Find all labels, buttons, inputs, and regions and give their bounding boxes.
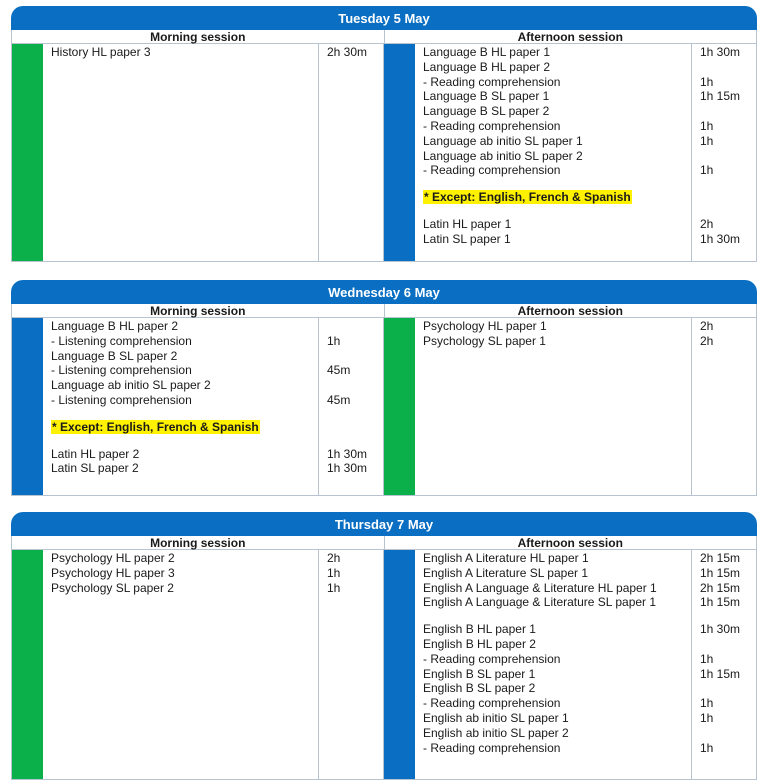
morning-color-bar — [12, 44, 43, 261]
row-spacer — [51, 408, 310, 420]
paper-duration: 1h 15m — [700, 89, 741, 104]
paper-name: Language B SL paper 1 — [423, 89, 550, 104]
paper-duration — [327, 319, 383, 334]
afternoon-color-bar — [384, 318, 415, 495]
morning-color-bar — [12, 318, 43, 495]
paper-name: Psychology HL paper 1 — [423, 319, 547, 333]
paper-name: - Reading comprehension — [423, 740, 561, 755]
paper-duration: 1h — [700, 133, 714, 148]
paper-duration — [700, 637, 756, 652]
paper-duration: 2h 15m — [700, 580, 741, 595]
paper-name: English B SL paper 1 — [423, 666, 536, 681]
paper-duration: 1h 30m — [700, 45, 741, 59]
morning-session-label: Morning session — [12, 30, 385, 43]
afternoon-session — [384, 44, 756, 261]
morning-times — [318, 318, 383, 495]
paper-duration: 45m — [327, 363, 351, 378]
paper-duration — [327, 378, 383, 393]
paper-duration: 2h 15m — [700, 551, 741, 565]
morning-papers — [43, 550, 318, 779]
paper-name: Language ab initio SL paper 2 — [51, 378, 211, 393]
paper-duration: 2h — [700, 333, 714, 348]
paper-duration: 1h 15m — [700, 666, 741, 681]
paper-duration: 1h — [700, 710, 714, 725]
paper-duration: 1h — [327, 333, 341, 348]
paper-name: English B SL paper 2 — [423, 681, 536, 696]
paper-name: Language B HL paper 1 — [423, 45, 550, 59]
row-spacer — [423, 205, 683, 217]
paper-name: Latin SL paper 1 — [423, 231, 511, 246]
paper-duration: 45m — [327, 392, 351, 407]
row-spacer — [51, 435, 310, 447]
session-headers — [11, 536, 757, 550]
afternoon-papers — [415, 318, 691, 495]
paper-name: Language ab initio SL paper 1 — [423, 133, 583, 148]
paper-name: Language B HL paper 2 — [51, 319, 178, 333]
paper-duration — [700, 104, 756, 119]
paper-name: Psychology HL paper 2 — [51, 551, 175, 565]
paper-duration: 1h — [327, 565, 341, 580]
paper-duration: 1h — [700, 163, 714, 178]
sessions-body — [11, 550, 757, 780]
paper-name: - Reading comprehension — [423, 651, 561, 666]
paper-duration: 1h 30m — [700, 622, 741, 637]
paper-duration — [327, 420, 383, 435]
morning-session — [12, 44, 384, 261]
afternoon-session — [384, 318, 756, 495]
row-spacer — [327, 408, 383, 420]
paper-duration: 1h 15m — [700, 595, 741, 610]
day-title: Wednesday 6 May — [11, 280, 757, 304]
day-block-tuesday — [11, 6, 757, 262]
paper-duration: 1h — [700, 118, 714, 133]
morning-session — [12, 318, 384, 495]
paper-duration: 1h — [327, 580, 341, 595]
paper-duration: 1h 30m — [327, 461, 368, 476]
afternoon-papers — [415, 44, 691, 261]
paper-duration: 2h — [700, 216, 714, 231]
row-spacer — [423, 178, 683, 190]
afternoon-session — [384, 550, 756, 779]
paper-name: Language B SL paper 2 — [423, 104, 550, 119]
morning-color-bar — [12, 550, 43, 779]
paper-name: English A Literature HL paper 1 — [423, 551, 589, 565]
paper-name: Language ab initio SL paper 2 — [423, 148, 583, 163]
afternoon-times — [691, 318, 756, 495]
paper-duration: 1h — [700, 696, 714, 711]
day-block-wednesday — [11, 280, 757, 496]
morning-session — [12, 550, 384, 779]
paper-name: Language B SL paper 2 — [51, 348, 178, 363]
day-block-thursday — [11, 512, 757, 780]
day-title: Thursday 7 May — [11, 512, 757, 536]
paper-name: Psychology SL paper 1 — [423, 333, 546, 348]
row-spacer — [327, 435, 383, 447]
paper-name: English A Language & Literature SL paper 1 — [423, 595, 657, 610]
morning-session-label: Morning session — [12, 536, 385, 549]
afternoon-color-bar — [384, 44, 415, 261]
row-spacer — [700, 610, 756, 622]
paper-name: English A Literature SL paper 1 — [423, 565, 588, 580]
paper-name: - Listening comprehension — [51, 363, 192, 378]
exception-note: * Except: English, French & Spanish — [424, 190, 631, 205]
paper-name: - Reading comprehension — [423, 118, 561, 133]
paper-name: Latin HL paper 2 — [51, 446, 140, 461]
paper-name: English B HL paper 2 — [423, 636, 536, 651]
paper-name: English ab initio SL paper 1 — [423, 710, 569, 725]
afternoon-times — [691, 44, 756, 261]
paper-duration — [700, 681, 756, 696]
row-spacer — [423, 610, 683, 622]
paper-duration — [700, 149, 756, 164]
paper-duration: 2h 30m — [327, 45, 368, 59]
paper-name: - Listening comprehension — [51, 392, 192, 407]
sessions-body — [11, 44, 757, 262]
paper-duration: 1h 30m — [700, 231, 741, 246]
day-title: Tuesday 5 May — [11, 6, 757, 30]
paper-name: English A Language & Literature HL paper 1 — [423, 580, 657, 595]
morning-session-label: Morning session — [12, 304, 385, 317]
paper-name: History HL paper 3 — [51, 45, 151, 59]
afternoon-color-bar — [384, 550, 415, 779]
sessions-body — [11, 318, 757, 496]
paper-duration: 1h — [700, 651, 714, 666]
morning-papers — [43, 44, 318, 261]
paper-duration — [700, 726, 756, 741]
paper-name: - Reading comprehension — [423, 74, 561, 89]
afternoon-times — [691, 550, 756, 779]
paper-duration: 2h — [327, 551, 341, 565]
afternoon-papers — [415, 550, 691, 779]
paper-name: - Reading comprehension — [423, 163, 561, 178]
paper-name: Language B HL paper 2 — [423, 59, 550, 74]
paper-name: Latin HL paper 1 — [423, 216, 512, 231]
afternoon-session-label: Afternoon session — [517, 304, 623, 318]
paper-duration: 1h — [700, 740, 714, 755]
paper-name: - Reading comprehension — [423, 696, 561, 711]
paper-duration: 2h — [700, 319, 714, 333]
paper-duration: 1h — [700, 74, 714, 89]
paper-duration: 1h 30m — [327, 446, 368, 461]
session-headers — [11, 30, 757, 44]
paper-name: - Listening comprehension — [51, 333, 192, 348]
row-spacer — [700, 178, 756, 190]
paper-name: English B HL paper 1 — [423, 622, 536, 637]
paper-name: Psychology SL paper 2 — [51, 580, 174, 595]
paper-duration: 1h 15m — [700, 565, 741, 580]
paper-name: Psychology HL paper 3 — [51, 565, 175, 580]
row-spacer — [700, 205, 756, 217]
paper-duration — [700, 190, 756, 205]
exception-note: * Except: English, French & Spanish — [52, 419, 259, 434]
morning-times — [318, 550, 383, 779]
paper-name: Latin SL paper 2 — [51, 461, 139, 476]
afternoon-session-label: Afternoon session — [517, 536, 623, 550]
paper-name: English ab initio SL paper 2 — [423, 725, 569, 740]
morning-times — [318, 44, 383, 261]
paper-duration — [700, 60, 756, 75]
paper-duration — [327, 349, 383, 364]
morning-papers — [43, 318, 318, 495]
session-headers — [11, 304, 757, 318]
afternoon-session-label: Afternoon session — [517, 30, 623, 44]
